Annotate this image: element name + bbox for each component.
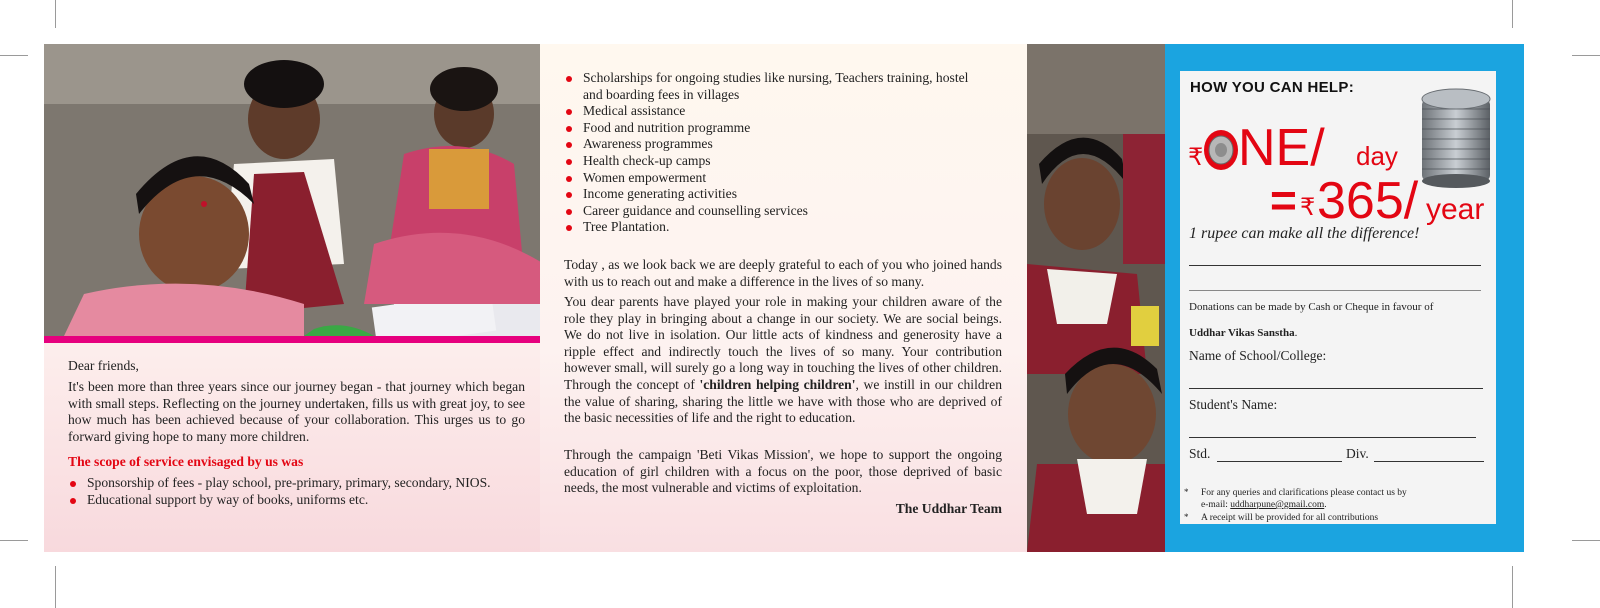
parents-text: You dear parents have played your role in making your children aware of the role they play in bringing about a change in our society. We are social beings. We do not live in isolation. Our little acts of kindness and generosity have a ripple effect and indirectly touch the lives of so many. Your contribution however small, will surely go a long way in touching the lives of other children. Through the concept of bbox=[564, 294, 1002, 392]
crop-mark bbox=[1512, 566, 1513, 608]
school-field[interactable] bbox=[1189, 388, 1483, 389]
org-name: Uddhar Vikas Sanstha bbox=[1189, 327, 1295, 339]
day-text: day bbox=[1356, 141, 1398, 171]
help-title: HOW YOU CAN HELP: bbox=[1190, 79, 1354, 96]
help-panel bbox=[1165, 44, 1524, 552]
crop-mark bbox=[55, 0, 56, 28]
list-item: Sponsorship of fees - play school, pre-primary, primary, secondary, NIOS. bbox=[68, 475, 538, 492]
list-item: Medical assistance bbox=[564, 103, 984, 120]
parents-text-end: , we instill in our children the value of sharing, sharing the little we have with those who are deprived of the basic necessities of life and the right to education. bbox=[564, 376, 1003, 426]
left-panel bbox=[44, 44, 540, 552]
crop-mark bbox=[1512, 0, 1513, 28]
intro-paragraph: It's been more than three years since our journey began - that journey which began with small steps. Reflecting on the journey undertaken, fills us with great joy, to see how much has been achieved because of your collaboration. This urges us to go forward giving hope to many more children. bbox=[68, 379, 525, 444]
rupee-symbol: ₹ bbox=[1188, 144, 1204, 171]
school-label: Name of School/College: bbox=[1189, 348, 1327, 363]
rupee-symbol: ₹ bbox=[1300, 194, 1316, 221]
donation-card bbox=[1180, 71, 1496, 524]
crop-mark bbox=[55, 566, 56, 608]
greeting: Dear friends, bbox=[68, 358, 139, 373]
scope-heading: The scope of service envisaged by us was bbox=[68, 454, 304, 469]
crop-mark bbox=[1572, 55, 1600, 56]
one-text: NE/ bbox=[1238, 119, 1325, 177]
list-item: Food and nutrition programme bbox=[564, 120, 984, 137]
email-link[interactable]: uddharpune@gmail.com bbox=[1230, 500, 1325, 510]
list-item: Tree Plantation. bbox=[564, 219, 984, 236]
rupee-coin-icon bbox=[1203, 128, 1239, 172]
concept-phrase: 'children helping children' bbox=[699, 376, 856, 392]
note-marker: * bbox=[1184, 512, 1189, 522]
organization-name: Uddhar Vikas Sanstha. bbox=[1189, 327, 1298, 339]
girls-photo-illustration bbox=[1027, 44, 1165, 552]
list-item: Awareness programmes bbox=[564, 136, 984, 153]
contact-note: For any queries and clarifications please contact us by e-mail: uddharpune@gmail.com. bbox=[1201, 488, 1407, 510]
note-marker: * bbox=[1184, 487, 1189, 497]
list-item: Women empowerment bbox=[564, 170, 984, 187]
list-item: Educational support by way of books, uniforms etc. bbox=[68, 492, 538, 509]
crop-mark bbox=[0, 540, 28, 541]
div-field[interactable] bbox=[1374, 461, 1484, 462]
crop-mark bbox=[1572, 540, 1600, 541]
email-label: e-mail: bbox=[1201, 500, 1231, 510]
divider-line bbox=[1189, 265, 1481, 266]
div-label: Div. bbox=[1346, 446, 1369, 461]
scope-list bbox=[68, 475, 538, 508]
campaign-paragraph: Through the campaign 'Beti Vikas Mission', we hope to support the ongoing education of girl children with a focus on the poor, those deprived of basic needs, the most vulnerable and victims of exploitation. bbox=[564, 447, 1002, 496]
std-label: Std. bbox=[1189, 446, 1211, 461]
children-photo bbox=[44, 44, 540, 336]
list-item: Income generating activities bbox=[564, 186, 984, 203]
middle-panel bbox=[540, 44, 1027, 552]
list-item: Career guidance and counselling services bbox=[564, 203, 984, 220]
children-photo-illustration bbox=[44, 44, 540, 336]
equals-sign: = bbox=[1270, 174, 1297, 226]
divider-line bbox=[1189, 290, 1481, 291]
tagline: 1 rupee can make all the difference! bbox=[1189, 225, 1420, 242]
receipt-note: A receipt will be provided for all contributions bbox=[1201, 513, 1379, 523]
magenta-divider bbox=[44, 336, 540, 343]
services-list bbox=[564, 70, 984, 236]
donation-note: Donations can be made by Cash or Cheque in favour of bbox=[1189, 301, 1434, 313]
list-item: Scholarships for ongoing studies like nursing, Teachers training, hostel and boarding fees in villages bbox=[564, 70, 984, 103]
year-text: year bbox=[1426, 193, 1485, 226]
coin-stack-icon bbox=[1418, 81, 1496, 189]
student-label: Student's Name: bbox=[1189, 397, 1278, 412]
parents-paragraph bbox=[564, 294, 1002, 427]
gratitude-paragraph: Today , as we look back we are deeply grateful to each of you who joined hands with us to reach out and make a difference in the lives of so many. bbox=[564, 257, 1002, 289]
crop-mark bbox=[0, 55, 28, 56]
signature: The Uddhar Team bbox=[895, 501, 1002, 516]
student-name-field[interactable] bbox=[1189, 437, 1476, 438]
contact-text: For any queries and clarifications please contact us by bbox=[1201, 488, 1407, 498]
std-field[interactable] bbox=[1217, 461, 1342, 462]
brochure-sheet bbox=[44, 44, 1524, 552]
girls-photo bbox=[1027, 44, 1165, 552]
list-item: Health check-up camps bbox=[564, 153, 984, 170]
amount-text: 365/ bbox=[1317, 172, 1419, 230]
